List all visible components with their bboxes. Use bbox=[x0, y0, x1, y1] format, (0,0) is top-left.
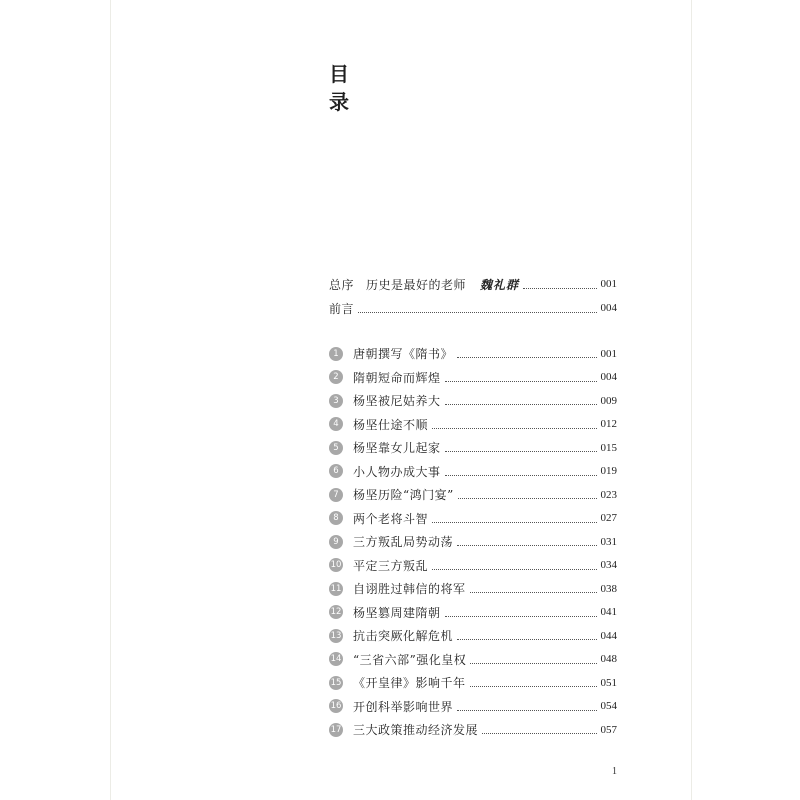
chapter-title: 杨坚仕途不顺 bbox=[353, 417, 429, 432]
toc-chapter-entry[interactable] bbox=[329, 671, 617, 695]
dot-leader bbox=[457, 710, 596, 711]
toc-chapter-entry[interactable] bbox=[329, 507, 617, 531]
chapter-page-number: 038 bbox=[600, 582, 617, 595]
chapter-number-badge: 17 bbox=[330, 724, 342, 735]
chapter-title: 隋朝短命而辉煌 bbox=[353, 370, 441, 385]
chapter-title: 自诩胜过韩信的将军 bbox=[353, 582, 466, 597]
chapter-title: 杨坚靠女儿起家 bbox=[353, 441, 441, 456]
chapter-page-number: 034 bbox=[600, 559, 617, 572]
chapter-number-badge: 10 bbox=[330, 560, 342, 571]
chapter-title: 杨坚篡周建隋朝 bbox=[353, 605, 441, 620]
chapter-page-number: 012 bbox=[600, 418, 617, 431]
title-char-1: 目 bbox=[329, 62, 349, 86]
dot-leader bbox=[445, 475, 597, 476]
toc-chapter-entry[interactable] bbox=[329, 554, 617, 578]
chapter-page-number: 054 bbox=[600, 700, 617, 713]
chapter-number-badge: 9 bbox=[329, 535, 343, 549]
toc-chapter-entry[interactable] bbox=[329, 460, 617, 484]
chapter-title: 平定三方叛乱 bbox=[353, 558, 429, 573]
toc-chapter-entry[interactable] bbox=[329, 342, 617, 366]
toc-chapter-entry[interactable] bbox=[329, 601, 617, 625]
dot-leader bbox=[432, 428, 596, 429]
chapter-page-number: 031 bbox=[600, 535, 617, 548]
chapter-number-badge: 13 bbox=[330, 630, 342, 641]
chapter-number-badge: 16 bbox=[330, 701, 342, 712]
chapter-number-badge: 7 bbox=[329, 488, 343, 502]
page-title bbox=[329, 60, 349, 116]
title-char-2: 录 bbox=[329, 90, 349, 114]
chapter-page-number: 023 bbox=[600, 488, 617, 501]
chapter-title: 三大政策推动经济发展 bbox=[353, 723, 479, 738]
front-matter-list bbox=[329, 272, 617, 320]
toc-entry-preface-general[interactable] bbox=[329, 272, 617, 296]
dot-leader bbox=[432, 522, 596, 523]
toc-chapter-entry[interactable] bbox=[329, 483, 617, 507]
chapter-number-badge: 1 bbox=[329, 347, 343, 361]
chapter-title: 小人物办成大事 bbox=[353, 464, 441, 479]
dot-leader bbox=[457, 545, 596, 546]
dot-leader bbox=[470, 663, 596, 664]
chapter-number-badge: 4 bbox=[329, 417, 343, 431]
chapter-title: 抗击突厥化解危机 bbox=[353, 629, 454, 644]
entry-label: 前言 bbox=[329, 301, 355, 316]
toc-chapter-entry[interactable] bbox=[329, 366, 617, 390]
chapter-number-badge: 5 bbox=[329, 441, 343, 455]
chapter-page-number: 004 bbox=[600, 371, 617, 384]
entry-author: 魏礼群 bbox=[480, 277, 520, 292]
entry-subtitle: 历史是最好的老师 bbox=[366, 277, 467, 292]
dot-leader bbox=[457, 357, 596, 358]
toc-chapter-entry[interactable] bbox=[329, 624, 617, 648]
chapter-page-number: 044 bbox=[600, 629, 617, 642]
dot-leader bbox=[432, 569, 596, 570]
dot-leader bbox=[482, 733, 596, 734]
chapter-page-number: 051 bbox=[600, 676, 617, 689]
chapter-number-badge: 15 bbox=[330, 677, 342, 688]
toc-chapter-entry[interactable] bbox=[329, 648, 617, 672]
chapter-title: 三方叛乱局势动荡 bbox=[353, 535, 454, 550]
chapter-number-badge: 3 bbox=[329, 394, 343, 408]
dot-leader bbox=[470, 686, 597, 687]
chapter-page-number: 001 bbox=[600, 347, 617, 360]
chapter-number-badge: 2 bbox=[329, 370, 343, 384]
chapter-number-badge: 12 bbox=[330, 607, 342, 618]
chapter-page-number: 015 bbox=[600, 441, 617, 454]
entry-page-number: 004 bbox=[600, 302, 617, 314]
toc-entry-foreword[interactable] bbox=[329, 296, 617, 320]
dot-leader bbox=[523, 288, 596, 289]
dot-leader bbox=[445, 451, 597, 452]
dot-leader bbox=[445, 381, 597, 382]
toc-chapter-entry[interactable] bbox=[329, 436, 617, 460]
toc-chapter-entry[interactable] bbox=[329, 389, 617, 413]
chapter-page-number: 048 bbox=[600, 653, 617, 666]
chapter-title: “三省六部”强化皇权 bbox=[353, 652, 467, 667]
chapter-title: 开创科举影响世界 bbox=[353, 699, 454, 714]
entry-label: 总序 bbox=[329, 277, 355, 292]
dot-leader bbox=[358, 312, 596, 313]
chapter-number-badge: 14 bbox=[330, 654, 342, 665]
chapter-number-badge: 8 bbox=[329, 511, 343, 525]
chapter-page-number: 027 bbox=[600, 512, 617, 525]
toc-chapter-entry[interactable] bbox=[329, 530, 617, 554]
chapter-number-badge: 6 bbox=[329, 464, 343, 478]
toc-chapter-entry[interactable] bbox=[329, 577, 617, 601]
chapter-page-number: 009 bbox=[600, 394, 617, 407]
dot-leader bbox=[470, 592, 597, 593]
entry-page-number: 001 bbox=[600, 278, 617, 290]
dot-leader bbox=[457, 639, 596, 640]
chapter-page-number: 019 bbox=[600, 465, 617, 478]
chapter-list bbox=[329, 342, 617, 742]
chapter-title: 唐朝撰写《隋书》 bbox=[353, 347, 454, 362]
toc-chapter-entry[interactable] bbox=[329, 718, 617, 742]
dot-leader bbox=[445, 404, 597, 405]
chapter-title: 《开皇律》影响千年 bbox=[353, 676, 466, 691]
chapter-page-number: 041 bbox=[600, 606, 617, 619]
dot-leader bbox=[445, 616, 597, 617]
toc-chapter-entry[interactable] bbox=[329, 413, 617, 437]
chapter-title: 两个老将斗智 bbox=[353, 511, 429, 526]
chapter-number-badge: 11 bbox=[330, 583, 342, 594]
chapter-title: 杨坚历险“鸿门宴” bbox=[353, 488, 454, 503]
dot-leader bbox=[458, 498, 597, 499]
toc-chapter-entry[interactable] bbox=[329, 695, 617, 719]
page-number-footer: 1 bbox=[612, 766, 617, 777]
chapter-title: 杨坚被尼姑养大 bbox=[353, 394, 441, 409]
chapter-page-number: 057 bbox=[600, 723, 617, 736]
